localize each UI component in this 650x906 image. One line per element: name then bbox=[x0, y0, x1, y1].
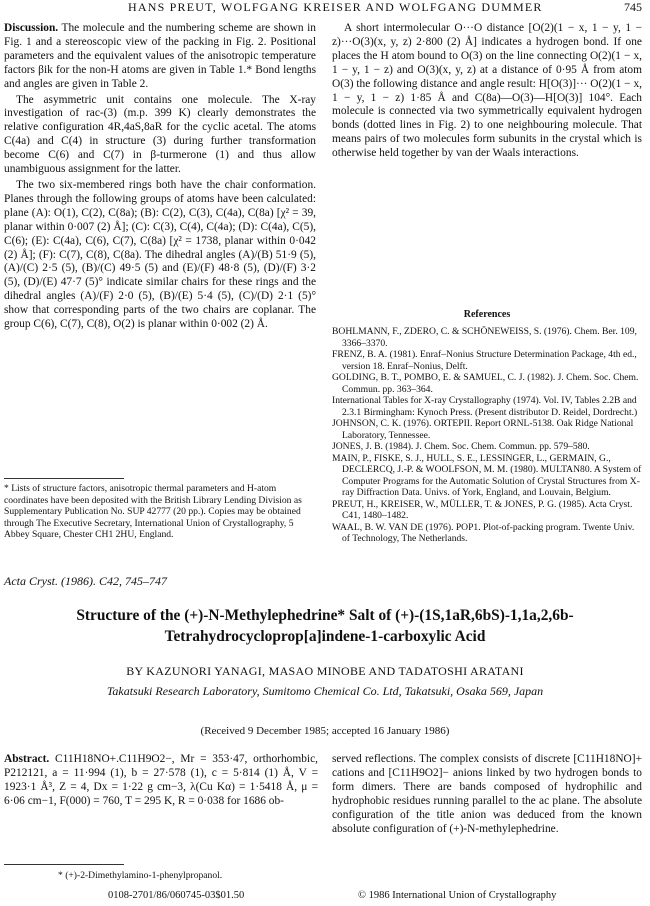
reference-item: MAIN, P., FISKE, S. J., HULL, S. E., LESSINGER, L., GERMAIN, G., DECLERCQ, J.-P. & WOOLFSON, M. M. (1980). MULTAN80. A System of Computer Programs for the Automatic Solution of Crystal Structures from X-ray Diffraction Data. Univs. of York, England, and Louvain, Belgium. bbox=[332, 452, 642, 498]
article-title-line-2: Tetrahydrocycloprop[a]indene-1-carboxylic Acid bbox=[164, 628, 486, 645]
discussion-paragraph-2: The asymmetric unit contains one molecule. The X-ray investigation of rac-(3) (m.p. 399 K) clearly demonstrates the relative configuration 4R,4aS,8aR for the cyclic acetal. The atoms C(4a) and C(4) in structure (3) during further transformation become C(6) and C(7) in β-turmerone (1) and thus allow unambiguous assignment for the latter. bbox=[4, 93, 316, 176]
footnote-rule bbox=[4, 478, 124, 479]
author-byline: BY KAZUNORI YANAGI, MASAO MINOBE AND TADATOSHI ARATANI bbox=[126, 664, 524, 678]
deposition-footnote: * Lists of structure factors, anisotropic thermal parameters and H-atom coordinates have been deposited with the British Library Lending Division as Supplementary Publication No. SUP 42777 (20 pp.). Copies may be obtained through The Executive Secretary, International Union of Crystallography, 5 Abbey Square, Chester CH1 2HU, England. bbox=[4, 483, 302, 540]
references-heading: References bbox=[463, 309, 511, 320]
reference-item: PREUT, H., KREISER, W., MÜLLER, T. & JONES, P. G. (1985). Acta Cryst. C41, 1480–1482. bbox=[332, 498, 633, 521]
page-number: 745 bbox=[624, 0, 642, 14]
reference-item: FRENZ, B. A. (1981). Enraf–Nonius Structure Determination Package, 4th ed., version 18. Enraf–Nonius, Delft. bbox=[332, 349, 637, 372]
references-list bbox=[332, 326, 642, 545]
abstract-text-left: C11H18NO+.C11H9O2−, Mr = 353·47, orthorhombic, P212121, a = 11·994 (1), b = 27·578 (1), c = 5·814 (1) Å, V = 1923·1 Å³, Z = 4, Dx = 1·22 g cm−3, λ(Cu Kα) = 1·5418 Å, μ = 6·06 cm−1, F(000) = 760, T = 295 K, R = 0·038 for 1686 ob- bbox=[4, 753, 318, 807]
issn-line: 0108-2701/86/060745-03$01.50 bbox=[108, 890, 245, 901]
discussion-label: Discussion. bbox=[4, 22, 59, 34]
copyright-line: © 1986 International Union of Crystallography bbox=[358, 890, 557, 901]
article-title-line-1: Structure of the (+)-N-Methylephedrine* Salt of (+)-(1S,1aR,6bS)-1,1a,2,6b- bbox=[76, 607, 574, 624]
abstract-label: Abstract. bbox=[4, 753, 50, 765]
reference-item: GOLDING, B. T., POMBO, E. & SAMUEL, C. J. (1982). J. Chem. Soc. Chem. Commun. pp. 363–364. bbox=[332, 372, 639, 395]
reference-item: JONES, J. B. (1984). J. Chem. Soc. Chem. Commun. pp. 579–580. bbox=[332, 441, 590, 452]
right-column bbox=[332, 22, 642, 163]
reference-item: JOHNSON, C. K. (1976). ORTEPII. Report ORNL-5138. Oak Ridge National Laboratory, Tennessee. bbox=[332, 418, 634, 441]
left-column bbox=[4, 22, 316, 334]
footnote-rule-2 bbox=[4, 864, 124, 865]
discussion-text-1: The molecule and the numbering scheme are shown in Fig. 1 and a stereoscopic view of the packing in Fig. 2. Positional parameters and the equivalent values of the anisotropic temperature factors βik for the non-H atoms are given in Table 1.* Bond lengths and angles are given in Table 2. bbox=[4, 22, 316, 90]
running-head bbox=[0, 0, 650, 18]
reference-item: WAAL, B. W. VAN DE (1976). POP1. Plot-of-packing program. Twente Univ. of Technology, The Netherlands. bbox=[332, 521, 635, 544]
title-footnote: * (+)-2-Dimethylamino-1-phenylpropanol. bbox=[58, 870, 223, 881]
discussion-paragraph-1 bbox=[4, 22, 316, 92]
received-dates: (Received 9 December 1985; accepted 16 January 1986) bbox=[200, 725, 450, 737]
running-head-authors: HANS PREUT, WOLFGANG KREISER AND WOLFGANG DUMMER bbox=[128, 0, 543, 14]
abstract-left bbox=[4, 752, 318, 808]
journal-citation: Acta Cryst. (1986). C42, 745–747 bbox=[4, 574, 167, 588]
reference-item: International Tables for X-ray Crystallography (1974). Vol. IV, Tables 2.2B and 2.3.1 Birmingham: Kynoch Press. (Present distributor D. Reidel, Dordrecht.) bbox=[332, 395, 638, 418]
hydrogen-bond-paragraph: A short intermolecular O···O distance [O(2)(1 − x, 1 − y, 1 − z)···O(3)(x, y, z) 2·800 (2) Å] indicates a hydrogen bond. If one places the H atom bound to O(3) on the line connecting O(2)(1 − x, 1 − y, 1 − z) and O(3)(x, y, z) at a distance of 0·95 Å from atom O(3) the following distance and angle result: H[O(3)]··· O(2)(1 − x, 1 − y, 1 − z) 1·85 Å and C(8a)—O(3)—H[O(3)] 104°. Each molecule is connected via two symmetrically equivalent hydrogen bonds (dotted lines in Fig. 2) to one neighbouring molecule. That means pairs of two molecules form subunits in the crystal which is otherwise held together by van der Waals interactions. bbox=[332, 22, 642, 160]
discussion-paragraph-3: The two six-membered rings both have the chair conformation. Planes through the following groups of atoms have been calculated: plane (A): O(1), C(2), C(8a); (B): C(2), C(3), C(4a), C(8a) [χ² = 39, planar within 0·007 (2) Å]; (C): C(3), C(4), C(4a); (D): C(4a), C(5), C(6); (E): C(4a), C(6), C(7), C(8a) [χ² = 1738, planar within 0·042 (2) Å]; (F): C(7), C(8), C(8a). The dihedral angles (A)/(B) 51·9 (5), (A)/(C) 2·5 (5), (B)/(C) 49·5 (5) and (E)/(F) 48·8 (5), (D)/(F) 3·2 (5), (D)/(E) 47·7 (5)° indicate similar chairs for these rings and the dihedral angles (A)/(F) 2·0 (5), (B)/(E) 5·4 (5), (C)/(D) 2·1 (5)° show that corresponding parts of the two chairs are coplanar. The group C(6), C(7), C(8), O(2) is planar within 0·002 (2) Å. bbox=[4, 178, 316, 331]
abstract-right: served reflections. The complex consists of discrete [C11H18NO]+ cations and [C11H9O2]− anions linked by two hydrogen bonds to form dimers. There are bands composed of hydrophilic and hydrophobic residues running parallel to the ac plane. The absolute configuration of the title anion was deduced from the known absolute configuration of (+)-N-methylephedrine. bbox=[332, 753, 642, 835]
reference-item: BOHLMANN, F., ZDERO, C. & SCHÖNEWEISS, S. (1976). Chem. Ber. 109, 3366–3370. bbox=[332, 326, 637, 349]
article-title bbox=[20, 605, 630, 647]
affiliation: Takatsuki Research Laboratory, Sumitomo Chemical Co. Ltd, Takatsuki, Osaka 569, Japan bbox=[106, 684, 544, 698]
